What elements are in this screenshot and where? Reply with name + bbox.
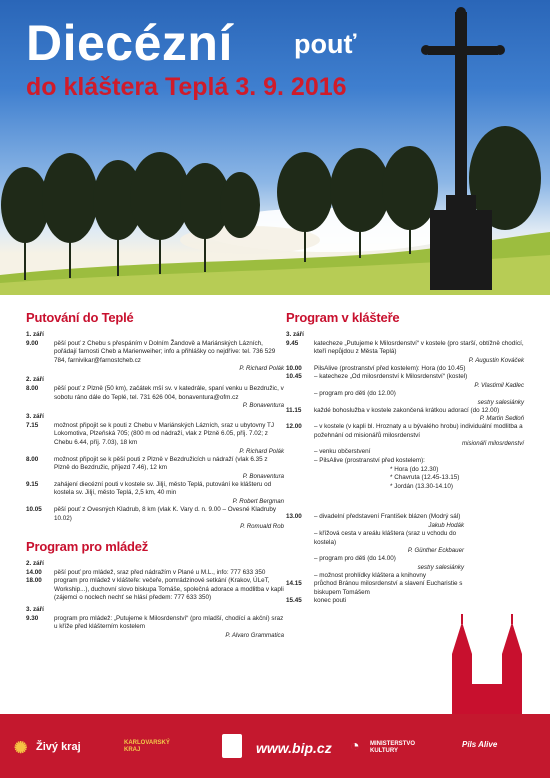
schedule-text: program pro mládež v klášteře: večeře, pomrádzinové setkání (Krakov, ÚLeT, Workship...), duchovní slovo biskupa Tomáše, společná adorace a modlitba v kapli (zájemci o noclech nechť se hlásí předem: 777 633 350) <box>54 577 284 602</box>
schedule-time <box>286 448 314 457</box>
day-label: 2. září <box>26 560 44 568</box>
schedule-leader: sestry salesiánky <box>477 398 524 406</box>
schedule-time: 13.00 <box>286 513 302 521</box>
schedule-text: – divadelní představení František blázen (Modrý sál) <box>314 513 461 521</box>
schedule-time <box>286 457 314 466</box>
schedule-row <box>26 422 284 448</box>
schedule-row <box>26 456 284 473</box>
schedule-time: 18.00 <box>26 577 42 585</box>
schedule-row <box>26 615 284 632</box>
day-label: 1. září <box>26 331 44 338</box>
schedule-text: – PilsAlive (prostranství před kostelem): <box>314 456 425 464</box>
schedule-text: pěší pouť pro mládež, sraz před nádražím v Plané u M.L., info: 777 633 350 <box>54 568 266 576</box>
star-icon: ✺ <box>14 740 28 757</box>
day-label: 3. září <box>26 606 44 614</box>
schedule-leader: Jakub Hodák <box>428 521 464 529</box>
pilsalive-item: * Hora (do 12.30) <box>390 465 439 473</box>
coat-of-arms-icon <box>222 734 242 758</box>
schedule-leader: P. Richard Polák <box>239 365 284 373</box>
section-title-program: Program v klášteře <box>286 310 400 325</box>
logo-ministerstvo: MINISTERSTVO KULTURY <box>370 741 416 754</box>
schedule-time: 9.00 <box>26 339 39 347</box>
schedule-time: 10.45 <box>286 373 302 381</box>
day-label: 3. září <box>26 413 44 421</box>
schedule-time: 10.00 <box>286 364 302 372</box>
schedule-text: – možnost prohlídky kláštera a knihovny <box>314 571 427 579</box>
section-title-putovani: Putování do Teplé <box>26 310 134 325</box>
schedule-row <box>26 481 284 498</box>
poster-subtitle: do kláštera Teplá 3. 9. 2016 <box>26 73 347 101</box>
schedule-leader: P. Bonaventura <box>242 402 284 410</box>
schedule-text: konec pouti <box>314 597 347 605</box>
schedule-leader: P. Romuald Rob <box>240 523 284 531</box>
ministry-icon: ◔ <box>350 738 360 755</box>
schedule-text: zahájení diecézní pouti v kostele sv. Jiljí, město Teplá, putování ke klášteru od kostela sv. Jiljí, město Teplá, 2,5 km, 40 min <box>54 480 272 497</box>
schedule-row <box>286 513 464 522</box>
right-column <box>286 310 524 606</box>
pilsalive-item: * Chavruta (12.45-13.15) <box>390 474 460 482</box>
schedule-leader: P. Robert Bergman <box>232 497 284 505</box>
schedule-leader: P. Vlastimil Kadlec <box>474 381 524 389</box>
poster-title-suffix: pouť <box>294 29 357 59</box>
schedule-text: průchod Bránou milosrdenství a slavení Eucharistie s biskupem Tomášem <box>314 580 463 596</box>
schedule-text: – v kostele (v kapli bl. Hroznaty a u bývalého hrobu) individuální modlitba a požehnání od misionářů milosrdenství <box>314 423 523 439</box>
schedule-leader: P. Augustin Kováček <box>468 356 524 364</box>
schedule-time <box>286 390 314 399</box>
schedule-time: 11.15 <box>286 406 302 414</box>
schedule-text: – program pro děti (do 14.00) <box>314 555 396 563</box>
schedule-text: katecheze „Putujeme k Milosrdenství“ v kostele (pro starší, obtížně chodící, kteří nepůjdou z Města Teplá) <box>314 339 524 356</box>
schedule-row <box>286 555 464 564</box>
schedule-row <box>286 423 524 440</box>
schedule-text: pěší pouť z Chebu s přespáním v Dolním Žandově a Mariánských Lázních, pořádají farnosti Cheb a Marienweiher; info a přihlášky co nejdříve: tel. 736 529 784, farnivikar@farnostcheb.cz <box>54 339 276 364</box>
schedule-row <box>286 340 524 357</box>
footer-logos <box>0 714 550 778</box>
schedule-time <box>286 530 314 547</box>
schedule-row <box>26 340 284 366</box>
schedule-leader: sestry salesiánky <box>417 563 464 571</box>
schedule-text: program pro mládež: „Putujeme k Milosrdenství“ (pro mladší, chodící a akční) sraz u kříže před klášterním kostelem <box>54 614 284 631</box>
pilsalive-item: * Jordán (13.30-14.10) <box>390 482 454 490</box>
schedule-row <box>286 597 464 606</box>
schedule-time <box>286 572 314 581</box>
schedule-text: – katecheze „Od milosrdenství k Milosrdenství“ (kostel) <box>314 373 468 381</box>
schedule-text: – venku občerstvení <box>314 448 371 456</box>
schedule-time: 9.45 <box>286 339 299 347</box>
schedule-time: 14.15 <box>286 580 302 588</box>
logo-zivy-kraj: Živý kraj <box>36 741 81 753</box>
schedule-leader: P. Günther Eckbauer <box>407 547 464 555</box>
footer-url: www.bip.cz <box>256 740 332 756</box>
schedule-time: 9.30 <box>26 614 39 622</box>
schedule-row <box>26 577 284 603</box>
schedule-row <box>286 530 464 547</box>
schedule-row <box>286 365 524 374</box>
schedule-text: pěší pouť z Ovesných Kladrub, 8 km (vlak K. Vary d. n. 9.00 – Ovesné Kladruby 10.02) <box>54 505 277 522</box>
day-label: 3. září <box>286 331 304 338</box>
schedule-text: možnost připojit se k pouti z Chebu v Mariánských Lázních, sraz u ubytovny TJ Lokomotiva, Plzeňská 705; (800 m od nádraží, vlak z Plzně 6.05, příj. 7.02; z Chebu 6.44, příj. 7.03), 18 km <box>54 421 275 446</box>
schedule-time: 12.00 <box>286 423 302 431</box>
day-label: 2. září <box>26 376 44 384</box>
schedule-leader: P. Bonaventura <box>242 472 284 480</box>
schedule-text: PilsAlive (prostranství před kostelem): Hora (do 10.45) <box>314 364 466 372</box>
schedule-text: možnost připojit se k pěší pouti z Plzně v Bezdružicích u nádraží (vlak 6.35 z Plzně do Bezdružic, příjezd 7.46), 12 km <box>54 455 268 472</box>
schedule-row <box>286 580 464 597</box>
schedule-leader: misionáři milosrdenství <box>462 440 524 448</box>
logo-karlovarsky-kraj: KARLOVARSKÝ KRAJ <box>124 740 170 753</box>
schedule-leader: P. Martin Sedloň <box>479 415 524 423</box>
poster-title: Diecézní <box>26 15 233 71</box>
schedule-time: 8.00 <box>26 455 39 463</box>
schedule-leader: P. Alvaro Grammatica <box>225 631 284 639</box>
schedule-row <box>26 506 284 523</box>
schedule-text: – křížová cesta v areálu kláštera (sraz u vchodu do kostela) <box>314 529 457 546</box>
logo-pils-alive: Pils Alive <box>462 740 498 749</box>
schedule-row <box>286 448 524 457</box>
schedule-row <box>26 385 284 402</box>
left-column <box>26 310 284 640</box>
schedule-row <box>286 457 524 466</box>
schedule-time <box>286 555 314 564</box>
hero-photo <box>0 0 550 295</box>
schedule-time: 9.15 <box>26 480 39 488</box>
schedule-row <box>286 572 464 581</box>
schedule-leader: P. Richard Polák <box>239 447 284 455</box>
schedule-time: 10.05 <box>26 505 42 513</box>
schedule-text: každé bohoslužba v kostele zakončená krátkou adorací (do 12.00) <box>314 406 500 414</box>
schedule-text: – program pro děti (do 12.00) <box>314 389 396 397</box>
schedule-time: 15.45 <box>286 597 302 605</box>
schedule-time: 8.00 <box>26 384 39 392</box>
schedule-row <box>286 390 524 399</box>
church-towers-decoration <box>442 614 542 714</box>
schedule-text: pěší pouť z Plzně (50 km), začátek mší sv. v katedrále, spaní venku u Bezdružic, v sobotu ráno dále do Teplé, tel. 731 626 004, bonaventura@ofm.cz <box>54 384 284 401</box>
section-title-mladez: Program pro mládež <box>26 539 149 555</box>
schedule-row <box>26 569 284 578</box>
schedule-row <box>286 373 524 382</box>
schedule-time: 14.00 <box>26 568 42 576</box>
schedule-time: 7.15 <box>26 421 39 429</box>
schedule-row <box>286 407 524 416</box>
